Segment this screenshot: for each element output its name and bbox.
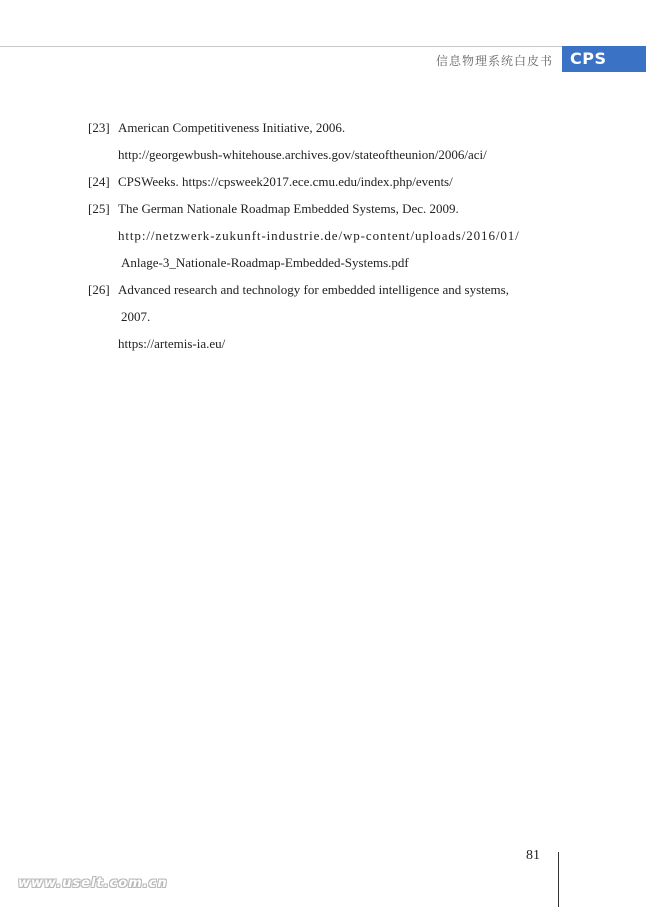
reference-list bbox=[88, 117, 568, 360]
reference-25-url-line-1 bbox=[88, 225, 568, 252]
reference-number: [24] bbox=[88, 174, 110, 189]
reference-24 bbox=[88, 171, 568, 198]
reference-text: CPSWeeks. https://cpsweek2017.ece.cmu.edu/index.php/events/ bbox=[118, 174, 453, 189]
reference-url: Anlage-3_Nationale-Roadmap-Embedded-Systems.pdf bbox=[121, 255, 409, 270]
cps-badge: CPS bbox=[562, 46, 646, 72]
reference-text: Advanced research and technology for embedded intelligence and systems, bbox=[118, 282, 509, 297]
reference-url: https://artemis-ia.eu/ bbox=[118, 336, 226, 351]
page-number-rule bbox=[558, 852, 559, 907]
reference-number: [26] bbox=[88, 282, 110, 297]
reference-26-url-line bbox=[88, 333, 568, 360]
reference-number: [25] bbox=[88, 201, 110, 216]
reference-url: http://georgewbush-whitehouse.archives.gov/stateoftheunion/2006/aci/ bbox=[118, 147, 487, 162]
reference-text: The German Nationale Roadmap Embedded Systems, Dec. 2009. bbox=[118, 201, 459, 216]
page-number: 81 bbox=[526, 848, 540, 863]
book-title: 信息物理系统白皮书 bbox=[435, 54, 553, 68]
reference-url: http://netzwerk-zukunft-industrie.de/wp-content/uploads/2016/01/ bbox=[118, 228, 520, 243]
reference-year: 2007. bbox=[121, 309, 151, 324]
reference-26-year-line bbox=[88, 306, 568, 333]
watermark: www.uselt.com.cn bbox=[18, 876, 168, 891]
reference-23 bbox=[88, 117, 568, 144]
reference-26 bbox=[88, 279, 568, 306]
reference-25 bbox=[88, 198, 568, 225]
reference-number: [23] bbox=[88, 120, 110, 135]
reference-23-url-line bbox=[88, 144, 568, 171]
header-rule bbox=[0, 46, 646, 47]
reference-25-url-line-2 bbox=[88, 252, 568, 279]
reference-text: American Competitiveness Initiative, 2006. bbox=[118, 120, 346, 135]
